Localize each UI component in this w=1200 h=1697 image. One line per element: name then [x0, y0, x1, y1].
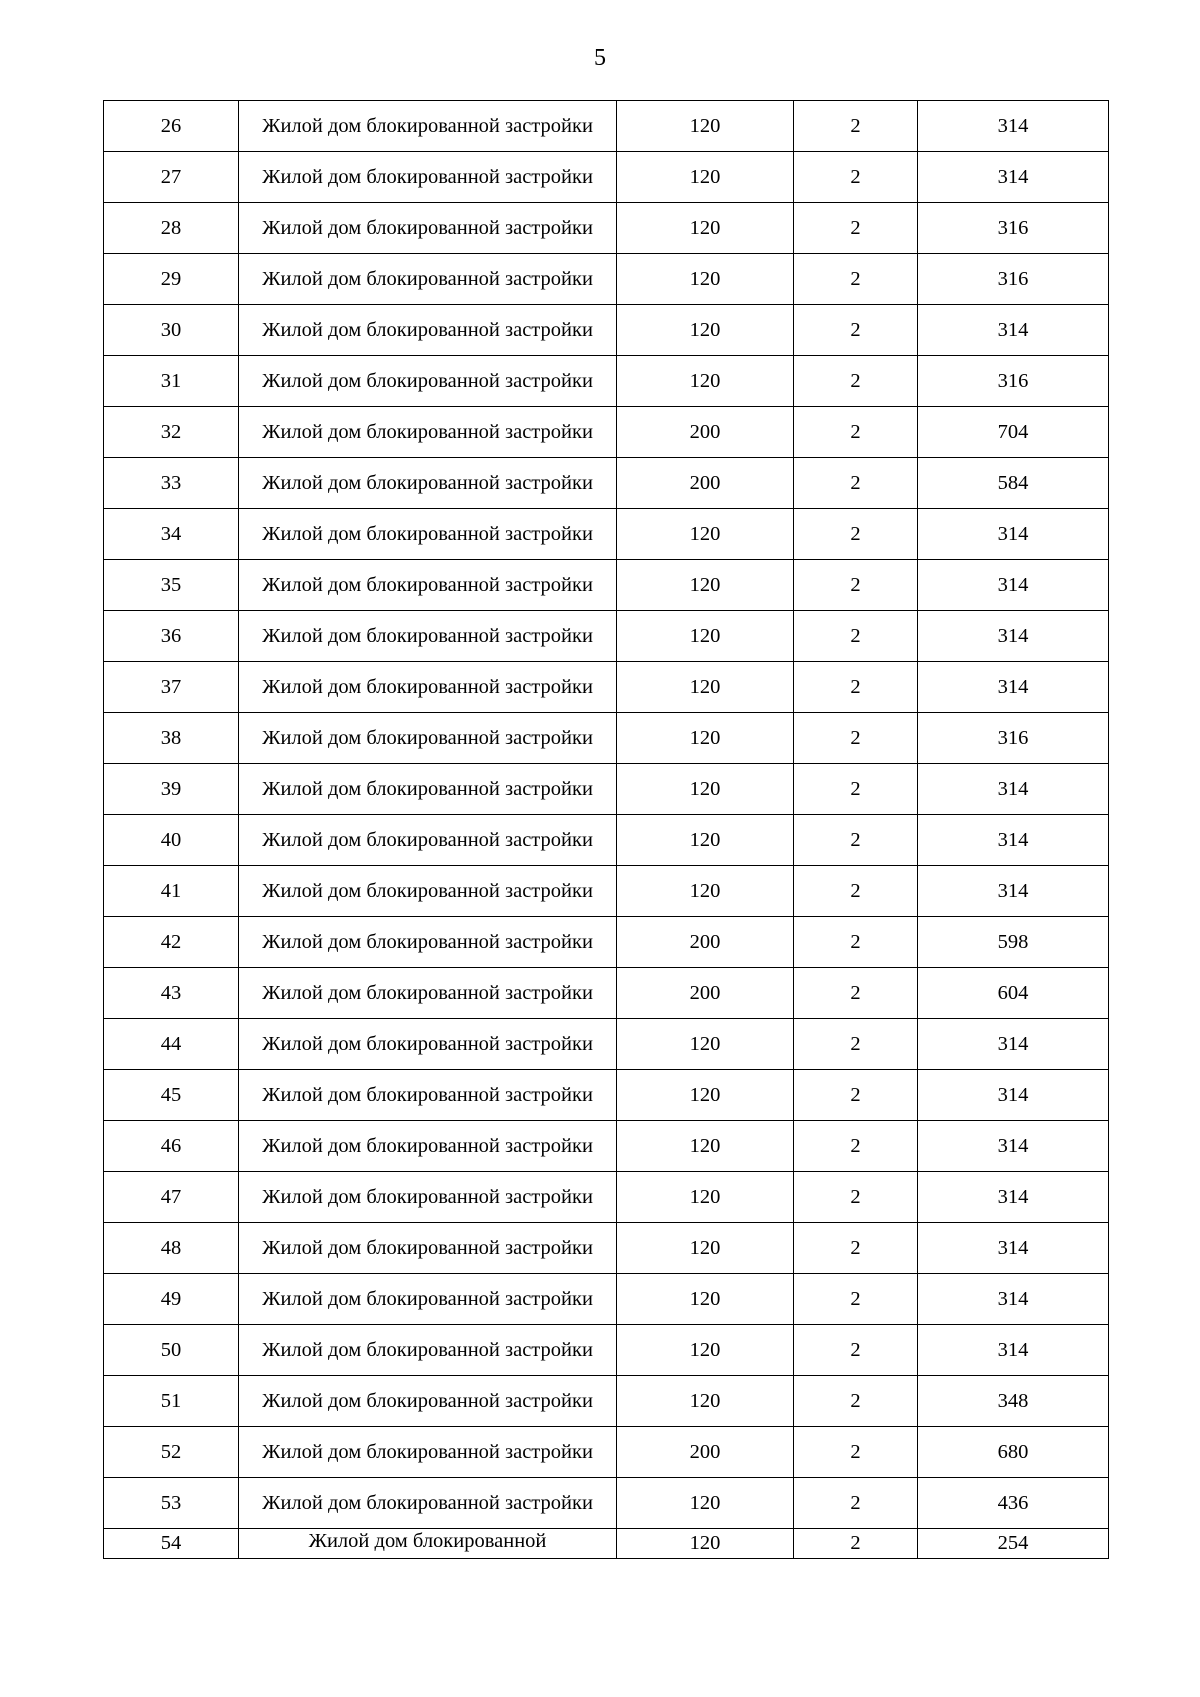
object-name-cell [239, 1223, 617, 1274]
value-3-cell: 314 [918, 815, 1109, 866]
row-number-cell: 40 [104, 815, 239, 866]
value-2-cell: 2 [794, 407, 918, 458]
row-number-cell: 41 [104, 866, 239, 917]
object-name-cell [239, 866, 617, 917]
object-name-cell [239, 1070, 617, 1121]
object-name-text: Жилой дом блокированной застройки [262, 1032, 593, 1055]
value-2-cell: 2 [794, 560, 918, 611]
object-name-cell [239, 509, 617, 560]
object-name-text: Жилой дом блокированной застройки [262, 1491, 593, 1514]
value-1-cell: 120 [617, 764, 794, 815]
object-name-text: Жилой дом блокированной застройки [262, 1185, 593, 1208]
object-name-text: Жилой дом блокированной застройки [262, 216, 593, 239]
object-name-cell [239, 713, 617, 764]
table-row [104, 254, 1109, 305]
value-2-cell: 2 [794, 917, 918, 968]
object-name-cell [239, 203, 617, 254]
row-number-cell: 45 [104, 1070, 239, 1121]
row-number-cell: 47 [104, 1172, 239, 1223]
object-name-text: Жилой дом блокированной застройки [262, 1083, 593, 1106]
table-row [104, 1121, 1109, 1172]
value-3-cell: 704 [918, 407, 1109, 458]
table-row [104, 1427, 1109, 1478]
table-row [104, 1478, 1109, 1529]
row-number-cell: 52 [104, 1427, 239, 1478]
object-name-text: Жилой дом блокированной застройки [262, 828, 593, 851]
value-3-cell: 316 [918, 254, 1109, 305]
row-number-cell: 31 [104, 356, 239, 407]
row-number-cell: 28 [104, 203, 239, 254]
object-name-text: Жилой дом блокированной застройки [262, 675, 593, 698]
object-name-cell [239, 611, 617, 662]
value-2-cell: 2 [794, 1325, 918, 1376]
value-1-cell: 200 [617, 917, 794, 968]
row-number-cell: 30 [104, 305, 239, 356]
value-1-cell: 120 [617, 1478, 794, 1529]
table-row [104, 305, 1109, 356]
row-number-cell: 35 [104, 560, 239, 611]
row-number-cell: 53 [104, 1478, 239, 1529]
table-row [104, 764, 1109, 815]
object-name-text: Жилой дом блокированной застройки [262, 267, 593, 290]
value-1-cell: 120 [617, 305, 794, 356]
value-3-cell: 314 [918, 866, 1109, 917]
object-name-cell [239, 254, 617, 305]
row-number-cell: 36 [104, 611, 239, 662]
row-number-cell: 48 [104, 1223, 239, 1274]
table-row [104, 917, 1109, 968]
value-2-cell: 2 [794, 254, 918, 305]
value-2-cell: 2 [794, 203, 918, 254]
table-row [104, 407, 1109, 458]
table-row [104, 1376, 1109, 1427]
value-3-cell: 316 [918, 713, 1109, 764]
value-2-cell: 2 [794, 305, 918, 356]
value-3-cell: 314 [918, 101, 1109, 152]
object-name-cell [239, 152, 617, 203]
row-number-cell: 39 [104, 764, 239, 815]
value-1-cell: 120 [617, 815, 794, 866]
object-name-cell [239, 917, 617, 968]
value-1-cell: 120 [617, 1019, 794, 1070]
row-number-cell: 43 [104, 968, 239, 1019]
row-number-cell: 54 [104, 1529, 239, 1559]
value-1-cell: 120 [617, 1070, 794, 1121]
table-row [104, 356, 1109, 407]
page-number: 5 [594, 45, 606, 71]
value-2-cell: 2 [794, 458, 918, 509]
object-name-cell [239, 1325, 617, 1376]
table-row [104, 1172, 1109, 1223]
value-1-cell: 120 [617, 662, 794, 713]
object-name-cell [239, 662, 617, 713]
object-name-text: Жилой дом блокированной застройки [262, 369, 593, 392]
buildings-table [103, 100, 1109, 1559]
value-1-cell: 120 [617, 611, 794, 662]
value-1-cell: 120 [617, 1172, 794, 1223]
object-name-text: Жилой дом блокированной застройки [262, 165, 593, 188]
value-1-cell: 120 [617, 101, 794, 152]
value-3-cell: 314 [918, 1070, 1109, 1121]
object-name-cell [239, 1478, 617, 1529]
table-row [104, 1223, 1109, 1274]
object-name-cell [239, 968, 617, 1019]
table-row [104, 713, 1109, 764]
value-2-cell: 2 [794, 1223, 918, 1274]
table-row [104, 1274, 1109, 1325]
value-1-cell: 200 [617, 968, 794, 1019]
value-1-cell: 120 [617, 560, 794, 611]
table-row [104, 866, 1109, 917]
object-name-text: Жилой дом блокированной застройки [262, 1287, 593, 1310]
object-name-cell [239, 407, 617, 458]
row-number-cell: 50 [104, 1325, 239, 1376]
object-name-cell [239, 1274, 617, 1325]
object-name-text: Жилой дом блокированной застройки [262, 1389, 593, 1412]
value-1-cell: 120 [617, 1325, 794, 1376]
table-row [104, 815, 1109, 866]
value-3-cell: 314 [918, 1172, 1109, 1223]
table-row [104, 1325, 1109, 1376]
object-name-text: Жилой дом блокированной застройки [262, 420, 593, 443]
value-2-cell: 2 [794, 101, 918, 152]
value-2-cell: 2 [794, 1529, 918, 1559]
row-number-cell: 32 [104, 407, 239, 458]
value-3-cell: 314 [918, 611, 1109, 662]
row-number-cell: 26 [104, 101, 239, 152]
row-number-cell: 49 [104, 1274, 239, 1325]
table-row [104, 1529, 1109, 1559]
object-name-text: Жилой дом блокированной застройки [262, 471, 593, 494]
value-3-cell: 316 [918, 203, 1109, 254]
value-3-cell: 680 [918, 1427, 1109, 1478]
table-row [104, 458, 1109, 509]
object-name-cell [239, 1121, 617, 1172]
value-1-cell: 120 [617, 152, 794, 203]
row-number-cell: 38 [104, 713, 239, 764]
object-name-text: Жилой дом блокированной застройки [262, 318, 593, 341]
object-name-text: Жилой дом блокированной застройки [262, 114, 593, 137]
row-number-cell: 44 [104, 1019, 239, 1070]
value-2-cell: 2 [794, 713, 918, 764]
object-name-text: Жилой дом блокированной застройки [262, 777, 593, 800]
value-2-cell: 2 [794, 1478, 918, 1529]
value-3-cell: 314 [918, 152, 1109, 203]
object-name-cell [239, 356, 617, 407]
value-3-cell: 598 [918, 917, 1109, 968]
value-1-cell: 120 [617, 1121, 794, 1172]
value-2-cell: 2 [794, 968, 918, 1019]
value-3-cell: 604 [918, 968, 1109, 1019]
object-name-text: Жилой дом блокированной застройки [262, 573, 593, 596]
object-name-text: Жилой дом блокированной застройки [262, 879, 593, 902]
value-2-cell: 2 [794, 509, 918, 560]
value-2-cell: 2 [794, 1274, 918, 1325]
value-3-cell: 314 [918, 560, 1109, 611]
value-3-cell: 254 [918, 1529, 1109, 1559]
value-1-cell: 200 [617, 458, 794, 509]
value-2-cell: 2 [794, 1121, 918, 1172]
table-row [104, 1070, 1109, 1121]
value-1-cell: 200 [617, 407, 794, 458]
row-number-cell: 42 [104, 917, 239, 968]
table-body [104, 101, 1109, 1559]
value-1-cell: 120 [617, 509, 794, 560]
value-3-cell: 314 [918, 764, 1109, 815]
object-name-cell [239, 560, 617, 611]
value-1-cell: 120 [617, 203, 794, 254]
value-2-cell: 2 [794, 662, 918, 713]
row-number-cell: 33 [104, 458, 239, 509]
table-row [104, 509, 1109, 560]
object-name-cell [239, 305, 617, 356]
object-name-cell [239, 1529, 617, 1559]
table-row [104, 662, 1109, 713]
row-number-cell: 29 [104, 254, 239, 305]
table-row [104, 152, 1109, 203]
table-row [104, 101, 1109, 152]
value-3-cell: 314 [918, 1325, 1109, 1376]
object-name-cell [239, 1019, 617, 1070]
object-name-text: Жилой дом блокированной застройки [262, 1236, 593, 1259]
value-1-cell: 120 [617, 866, 794, 917]
value-3-cell: 314 [918, 1274, 1109, 1325]
object-name-cell [239, 1172, 617, 1223]
value-1-cell: 120 [617, 713, 794, 764]
row-number-cell: 34 [104, 509, 239, 560]
object-name-text: Жилой дом блокированной застройки [262, 981, 593, 1004]
value-1-cell: 120 [617, 1274, 794, 1325]
table-row [104, 611, 1109, 662]
table-row [104, 560, 1109, 611]
value-3-cell: 314 [918, 1019, 1109, 1070]
value-2-cell: 2 [794, 764, 918, 815]
value-3-cell: 314 [918, 305, 1109, 356]
object-name-cell [239, 458, 617, 509]
value-2-cell: 2 [794, 1172, 918, 1223]
value-1-cell: 120 [617, 254, 794, 305]
value-2-cell: 2 [794, 815, 918, 866]
value-3-cell: 316 [918, 356, 1109, 407]
value-2-cell: 2 [794, 1376, 918, 1427]
row-number-cell: 37 [104, 662, 239, 713]
object-name-cell [239, 815, 617, 866]
value-3-cell: 348 [918, 1376, 1109, 1427]
value-3-cell: 314 [918, 1223, 1109, 1274]
value-3-cell: 314 [918, 662, 1109, 713]
table-row [104, 1019, 1109, 1070]
table-row [104, 203, 1109, 254]
value-3-cell: 584 [918, 458, 1109, 509]
value-3-cell: 314 [918, 1121, 1109, 1172]
value-2-cell: 2 [794, 866, 918, 917]
object-name-text: Жилой дом блокированной застройки [262, 1440, 593, 1463]
value-3-cell: 314 [918, 509, 1109, 560]
object-name-cell [239, 1376, 617, 1427]
value-2-cell: 2 [794, 356, 918, 407]
value-2-cell: 2 [794, 1019, 918, 1070]
value-1-cell: 120 [617, 1376, 794, 1427]
object-name-cell [239, 1427, 617, 1478]
row-number-cell: 46 [104, 1121, 239, 1172]
value-1-cell: 120 [617, 356, 794, 407]
object-name-text: Жилой дом блокированной застройки [262, 624, 593, 647]
object-name-text: Жилой дом блокированной [308, 1530, 547, 1552]
value-2-cell: 2 [794, 611, 918, 662]
value-2-cell: 2 [794, 1070, 918, 1121]
value-3-cell: 436 [918, 1478, 1109, 1529]
value-2-cell: 2 [794, 1427, 918, 1478]
value-1-cell: 120 [617, 1223, 794, 1274]
object-name-text: Жилой дом блокированной застройки [262, 1338, 593, 1361]
value-1-cell: 120 [617, 1529, 794, 1559]
table-row [104, 968, 1109, 1019]
object-name-text: Жилой дом блокированной застройки [262, 1134, 593, 1157]
object-name-text: Жилой дом блокированной застройки [262, 726, 593, 749]
row-number-cell: 51 [104, 1376, 239, 1427]
object-name-text: Жилой дом блокированной застройки [262, 522, 593, 545]
object-name-text: Жилой дом блокированной застройки [262, 930, 593, 953]
value-2-cell: 2 [794, 152, 918, 203]
value-1-cell: 200 [617, 1427, 794, 1478]
row-number-cell: 27 [104, 152, 239, 203]
object-name-cell [239, 101, 617, 152]
object-name-cell [239, 764, 617, 815]
